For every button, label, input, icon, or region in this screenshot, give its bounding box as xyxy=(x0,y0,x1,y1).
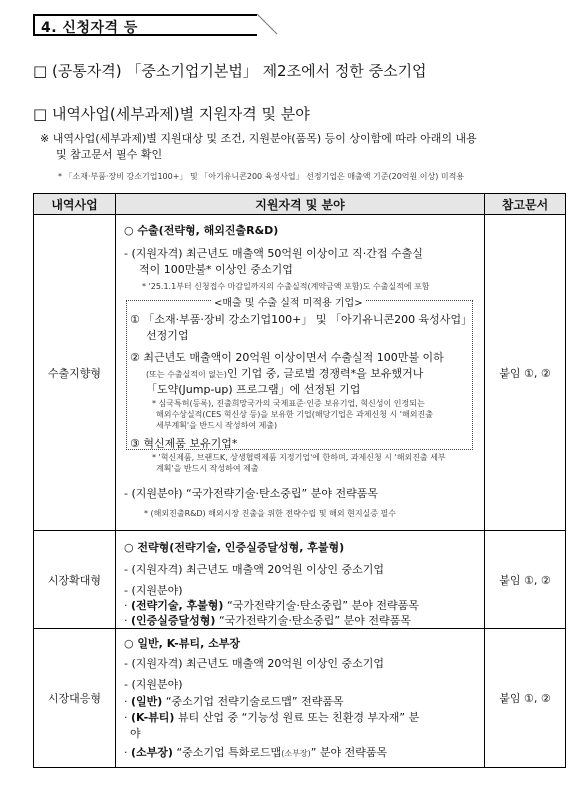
line: 적이 100만불* 이상인 중소기업 xyxy=(139,263,293,276)
section-title-box xyxy=(33,14,257,36)
line-small: (소부장) xyxy=(281,749,311,758)
line-rest: 뷰티 산업 중 “기능성 원료 또는 친환경 부자재” 분 xyxy=(177,711,420,724)
footnote: 세부계획'을 반드시 작성하여 제출) xyxy=(156,421,278,430)
line-bold: (일반) xyxy=(131,695,163,708)
line: - (지원분야) xyxy=(124,584,183,597)
line: - (지원분야) xyxy=(124,678,183,691)
section-title: 4. 신청자격 등 xyxy=(41,20,138,36)
line: 「도약(Jump-up) 프로그램」에 선정된 기업 xyxy=(146,383,361,396)
line: - (지원자격) 최근년도 매출액 50억원 이상이고 직·간접 수출실 xyxy=(124,247,423,260)
line: ○ 수출(전략형, 해외진출R&D) xyxy=(124,224,279,237)
row-ref: 붙임 ①, ② xyxy=(485,215,566,531)
line: · (전략기술, 후불형) “국가전략기술·탄소중립” 분야 전략품목 xyxy=(124,599,419,612)
row-ref: 붙임 ①, ② xyxy=(485,531,566,629)
row-content xyxy=(116,215,485,531)
notice-line-1: ※ 내역사업(세부과제)별 지원대상 및 조건, 지원분야(품목) 등이 상이함에 따라 아래의 내용 xyxy=(40,132,477,145)
line: - (지원자격) 최근년도 매출액 20억원 이상인 중소기업 xyxy=(124,563,385,576)
line-rest: “국가전략기술·탄소중립” 분야 전략품목 xyxy=(218,614,411,627)
title-corner-decoration xyxy=(257,14,279,36)
table-row xyxy=(34,215,566,531)
table-row xyxy=(34,629,566,768)
footnote: 해외수상실적(CES 혁신상 등)을 보유한 기업(해당기업은 과제신청 시 '해외진출 xyxy=(156,410,433,419)
row-name: 시장대응형 xyxy=(34,629,116,768)
line-rest: “중소기업 특화로드맵 xyxy=(176,746,282,759)
line-end: ” 분야 전략품목 xyxy=(310,746,388,759)
footnote: * (해외진출R&D) 해외시장 진출을 위한 전략수립 및 해외 현지실증 필수 xyxy=(144,509,397,518)
row-content xyxy=(116,531,485,629)
header-reference: 참고문서 xyxy=(485,194,566,215)
line-rest: “중소기업 전략기술로드맵” 전략품목 xyxy=(165,695,344,708)
line: ① 「소재·부품·장비 강소기업100+」 및 「아기유니콘200 육성사업」 xyxy=(130,313,473,326)
line: ③ 혁신제품 보유기업* xyxy=(130,437,238,450)
line xyxy=(146,365,423,381)
notice-small: * 「소재·부품·장비 강소기업100+」 및 「아기유니콘200 육성사업」 선정기업은 매출액 기준(20억원 이상) 미적용 xyxy=(58,172,465,181)
footnote: 계획'을 반드시 작성하여 제출 xyxy=(156,464,259,473)
business-title: □ 내역사업(세부과제)별 지원자격 및 분야 xyxy=(33,105,310,123)
line: ○ 일반, K-뷰티, 소부장 xyxy=(124,637,240,650)
line-bold: (전략기술, 후불형) xyxy=(131,599,224,612)
footnote: * '혁신제품, 브랜드K, 상생협력제품 지정기업'에 한하며, 과제신청 시 '해외진출 세부 xyxy=(152,453,446,462)
line: · (K-뷰티) 뷰티 산업 중 “기능성 원료 또는 친환경 부자재” 분 xyxy=(124,711,420,724)
line: ○ 전략형(전략기술, 인증실증달성형, 후불형) xyxy=(124,541,345,554)
exemption-box-title: <매출 및 수출 실적 미적용 기업> xyxy=(211,294,366,309)
line: · (인증실증달성형) “국가전략기술·탄소중립” 분야 전략품목 xyxy=(124,614,411,627)
line: · (소부장) “중소기업 특화로드맵(소부장)” 분야 전략품목 xyxy=(124,746,388,759)
line-rest: “국가전략기술·탄소중립” 분야 전략품목 xyxy=(226,599,419,612)
line: 선정기업 xyxy=(146,329,189,342)
table-header-row xyxy=(34,194,566,215)
line: 야 xyxy=(130,727,141,740)
line-rest: 인 기업 중, 글로벌 경쟁력*을 보유했거나 xyxy=(226,367,424,380)
footnote: * '25.1.1부터 신청접수 마감일까지의 수출실적(계약금액 포함)도 수출실적에 포함 xyxy=(142,282,430,291)
table-row xyxy=(34,531,566,629)
row-name: 수출지향형 xyxy=(34,215,116,531)
eligibility-table xyxy=(33,193,566,768)
line-bold: (인증실증달성형) xyxy=(131,614,216,627)
line: - (지원자격) 최근년도 매출액 20억원 이상인 중소기업 xyxy=(124,657,385,670)
line-bold: (소부장) xyxy=(131,746,173,759)
row-content xyxy=(116,629,485,768)
line-small: (또는 수출실적이 없는) xyxy=(146,370,227,379)
row-ref: 붙임 ①, ② xyxy=(485,629,566,768)
header-business: 내역사업 xyxy=(34,194,116,215)
notice-line-2: 및 참고문서 필수 확인 xyxy=(56,148,163,161)
header-eligibility: 지원자격 및 분야 xyxy=(116,194,485,215)
footnote: * 심국특허(등록), 진출희망국가의 국제표준·인증 보유기업, 혁신성이 인정되는 xyxy=(152,399,425,408)
common-eligibility: □ (공통자격) 「중소기업기본법」 제2조에서 정한 중소기업 xyxy=(33,62,427,80)
line: · (일반) “중소기업 전략기술로드맵” 전략품목 xyxy=(124,695,344,708)
line: ② 최근년도 매출액이 20억원 이상이면서 수출실적 100만불 이하 xyxy=(130,351,444,364)
line: - (지원분야) “국가전략기술·탄소중립” 분야 전략품목 xyxy=(124,487,378,500)
row-name: 시장확대형 xyxy=(34,531,116,629)
line-bold: (K-뷰티) xyxy=(131,711,175,724)
